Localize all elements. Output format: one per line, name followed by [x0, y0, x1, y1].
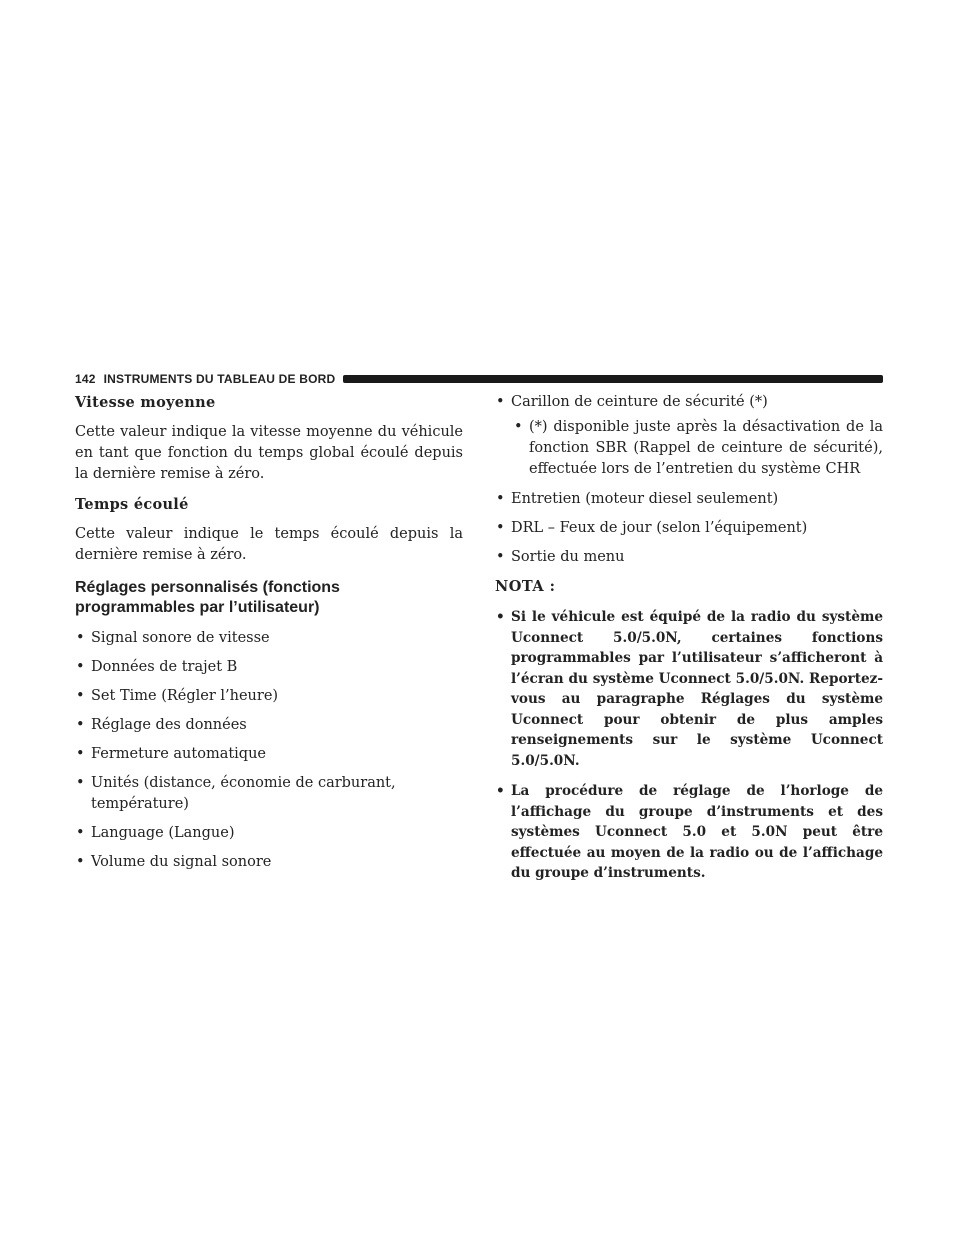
list-item: • Réglage des données	[75, 715, 463, 736]
section-heading: Réglages personnalisés (fonctions programmables par l’utilisateur)	[75, 579, 340, 616]
right-column	[495, 392, 883, 894]
list-item: • Données de trajet B	[75, 657, 463, 678]
list-item: • Set Time (Régler l’heure)	[75, 686, 463, 707]
list-item: • Unités (distance, économie de carburant, température)	[75, 773, 463, 815]
note-item: • Si le véhicule est équipé de la radio du système Uconnect 5.0/5.0N, certaines fonctions programmables par l’utilisateur s’afficheront à l’écran du système Uconnect 5.0/5.0N. Reportez-vous au paragraphe Réglages du système Uconnect pour obtenir de plus amples renseignements sur le système Uconnect 5.0/5.0N.	[495, 607, 883, 771]
list-item: • Fermeture automatique	[75, 744, 463, 765]
list-item: • Language (Langue)	[75, 823, 463, 844]
sub-list-item: • (*) disponible juste après la désactivation de la fonction SBR (Rappel de ceinture de sécurité), effectuée lors de l’entretien du système CHR	[513, 417, 883, 480]
subheading-vitesse-moyenne: Vitesse moyenne	[75, 394, 216, 411]
list-item: • Entretien (moteur diesel seulement)	[495, 489, 883, 510]
list-item: • DRL – Feux de jour (selon l’équipement)	[495, 518, 883, 539]
left-column	[75, 392, 463, 881]
list-item: • Volume du signal sonore	[75, 852, 463, 873]
list-item: • Signal sonore de vitesse	[75, 628, 463, 649]
list-item	[495, 392, 883, 413]
section-title: INSTRUMENTS DU TABLEAU DE BORD	[103, 372, 336, 386]
page-header	[75, 372, 883, 386]
nota-label: NOTA :	[495, 578, 556, 595]
settings-list-continued	[495, 392, 883, 568]
header-rule	[343, 375, 883, 383]
list-item-text: Carillon de ceinture de sécurité (*)	[511, 394, 768, 410]
settings-list	[75, 628, 463, 873]
note-item: • La procédure de réglage de l’horloge de l’affichage du groupe d’instruments et des systèmes Uconnect 5.0 et 5.0N peut être effectuée au moyen de la radio ou de l’affichage du groupe d’instruments.	[495, 781, 883, 884]
subheading-temps-ecoule: Temps écoulé	[75, 496, 189, 513]
notes-list	[495, 607, 883, 884]
paragraph-temps-ecoule: Cette valeur indique le temps écoulé depuis la dernière remise à zéro.	[75, 526, 463, 563]
list-item: • Sortie du menu	[495, 547, 883, 568]
paragraph-vitesse-moyenne: Cette valeur indique la vitesse moyenne du véhicule en tant que fonction du temps global écoulé depuis la dernière remise à zéro.	[75, 424, 463, 482]
page-number: 142	[75, 372, 96, 386]
